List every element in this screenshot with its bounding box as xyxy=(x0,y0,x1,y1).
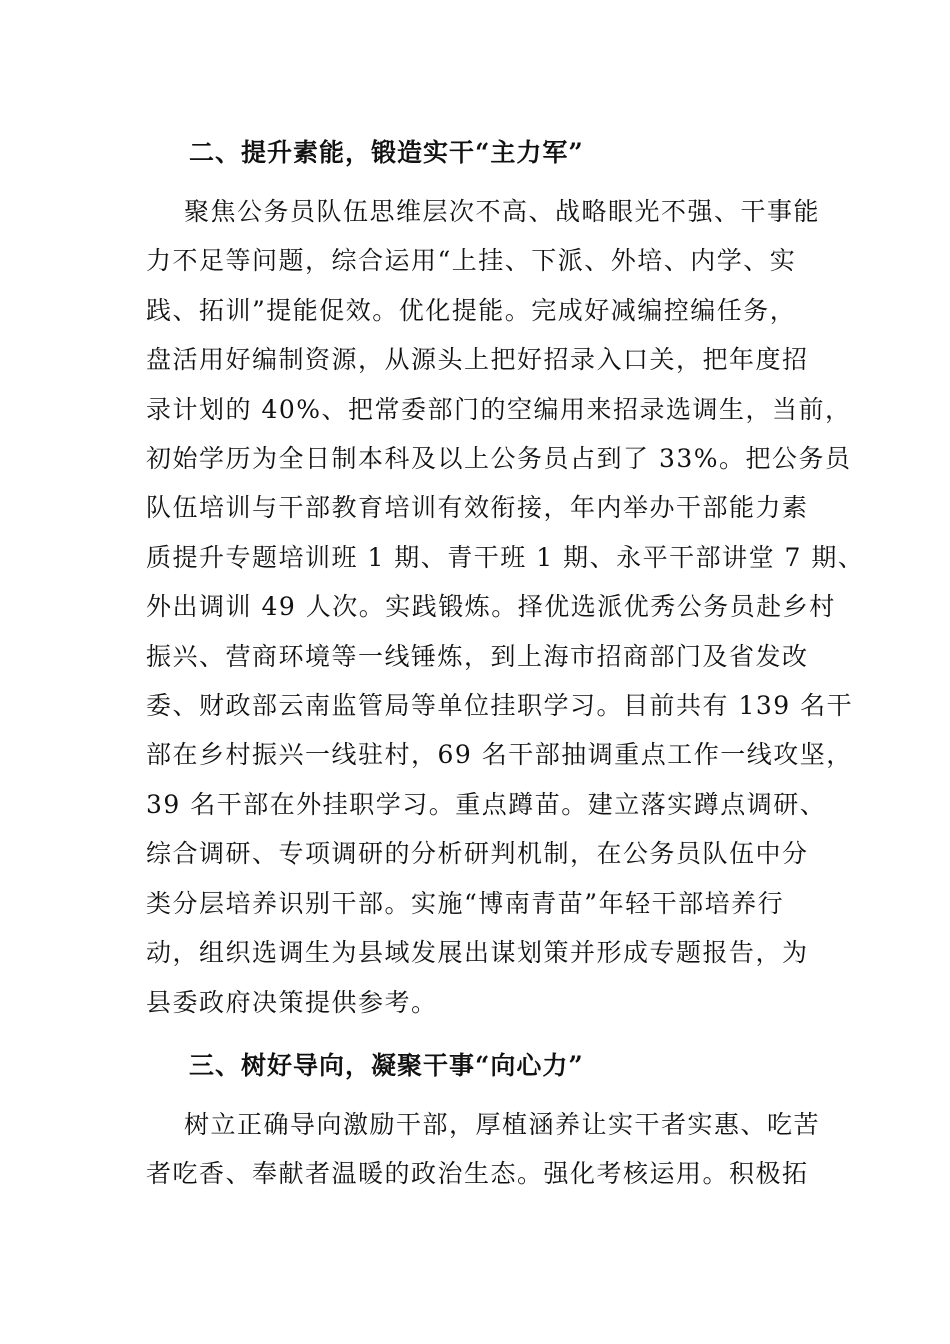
paragraph-line: 聚焦公务员队伍思维层次不高、战略眼光不强、干事能 xyxy=(184,197,821,226)
paragraph-line: 动，组织选调生为县域发展出谋划策并形成专题报告，为 xyxy=(146,938,809,968)
paragraph-line: 类分层培养识别干部。实施“博南青苗”年轻干部培养行 xyxy=(146,888,785,918)
spacer xyxy=(146,1027,826,1041)
paragraph-line: 力不足等问题，综合运用“上挂、下派、外培、内学、实 xyxy=(146,246,797,276)
paragraph-line: 录计划的 40%、把常委部门的空编用来招录选调生，当前， xyxy=(146,394,852,424)
section-paragraph-3 xyxy=(146,1100,826,1199)
paragraph-line: 综合调研、专项调研的分析研判机制，在公务员队伍中分 xyxy=(146,839,809,869)
paragraph-line: 者吃香、奉献者温暖的政治生态。强化考核运用。积极拓 xyxy=(146,1159,809,1189)
paragraph-line: 委、财政部云南监管局等单位挂职学习。目前共有 139 名干 xyxy=(146,691,854,721)
paragraph-line: 振兴、营商环境等一线锤炼，到上海市招商部门及省发改 xyxy=(146,641,809,671)
spacer xyxy=(146,1091,826,1100)
spacer xyxy=(146,178,826,187)
paragraph-line: 质提升专题培训班 1 期、青干班 1 期、永平干部讲堂 7 期、 xyxy=(146,542,865,572)
paragraph-line: 践、拓训”提能促效。优化提能。完成好减编控编任务， xyxy=(146,295,797,325)
section-paragraph-2 xyxy=(146,187,865,1027)
document-body xyxy=(146,128,865,1199)
paragraph-line: 部在乡村振兴一线驻村，69 名干部抽调重点工作一线攻坚， xyxy=(146,740,853,770)
paragraph-line: 县委政府决策提供参考。 xyxy=(146,987,438,1017)
paragraph-line: 树立正确导向激励干部，厚植涵养让实干者实惠、吃苦 xyxy=(184,1109,821,1139)
section-heading-2: 二、提升素能，锻造实干“主力军” xyxy=(189,138,584,167)
paragraph-line: 外出调训 49 人次。实践锻炼。择优选派优秀公务员赴乡村 xyxy=(146,592,836,622)
paragraph-line: 盘活用好编制资源，从源头上把好招录入口关，把年度招 xyxy=(146,345,809,375)
paragraph-line: 队伍培训与干部教育培训有效衔接，年内举办干部能力素 xyxy=(146,493,809,523)
paragraph-line: 初始学历为全日制本科及以上公务员占到了 33%。把公务员 xyxy=(146,444,852,474)
section-heading-3: 三、树好导向，凝聚干事“向心力” xyxy=(189,1050,584,1080)
paragraph-line: 39 名干部在外挂职学习。重点蹲苗。建立落实蹲点调研、 xyxy=(146,789,827,819)
